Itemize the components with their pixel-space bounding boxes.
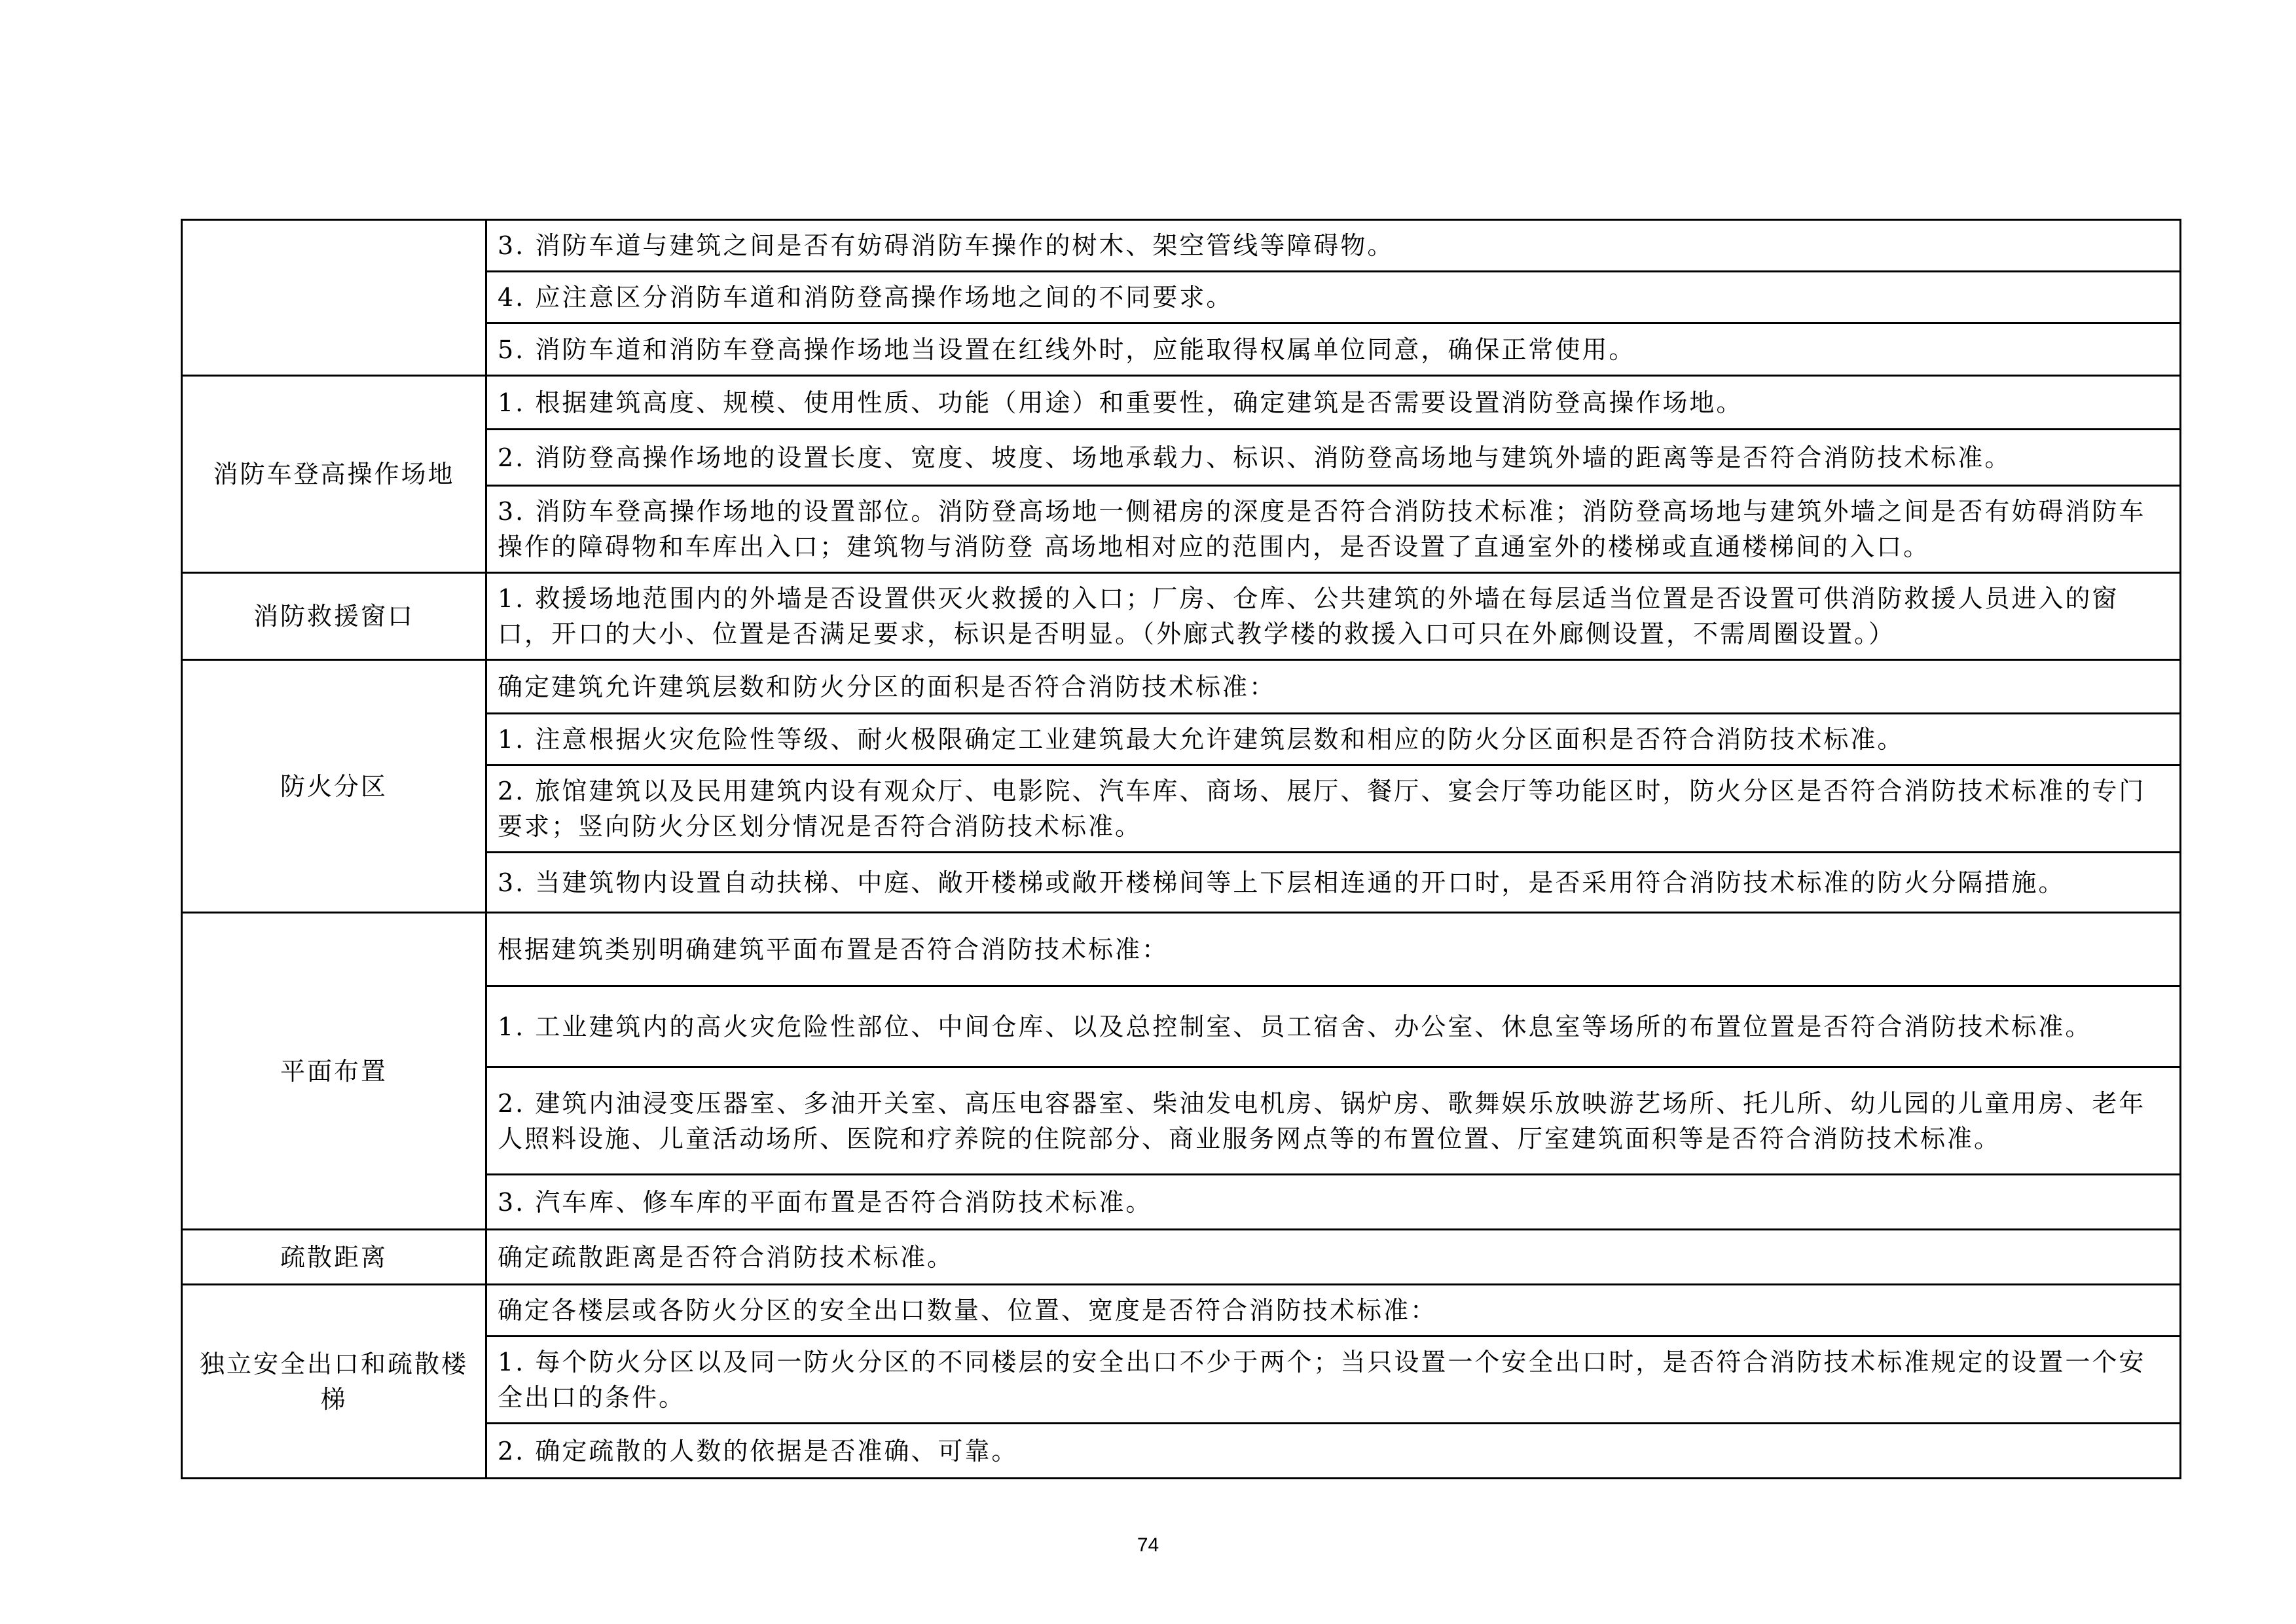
requirement-cell: 确定建筑允许建筑层数和防火分区的面积是否符合消防技术标准： <box>486 660 2181 714</box>
table-row <box>182 660 2181 714</box>
requirement-cell: 1. 救援场地范围内的外墙是否设置供灭火救援的入口；厂房、仓库、公共建筑的外墙在每层适当位置是否设置可供消防救援人员进入的窗口，开口的大小、位置是否满足要求，标识是否明显。（外廊式教学楼的救援入口可只在外廊侧设置，不需周圈设置。） <box>486 573 2181 660</box>
requirement-cell: 确定各楼层或各防火分区的安全出口数量、位置、宽度是否符合消防技术标准： <box>486 1285 2181 1337</box>
requirement-cell: 2. 消防登高操作场地的设置长度、宽度、坡度、场地承载力、标识、消防登高场地与建筑外墙的距离等是否符合消防技术标准。 <box>486 430 2181 486</box>
fire-inspection-table <box>181 219 2181 1479</box>
requirement-cell: 3. 当建筑物内设置自动扶梯、中庭、敞开楼梯或敞开楼梯间等上下层相连通的开口时，是否采用符合消防技术标准的防火分隔措施。 <box>486 853 2181 913</box>
requirement-cell: 确定疏散距离是否符合消防技术标准。 <box>486 1230 2181 1285</box>
requirement-cell: 1. 工业建筑内的高火灾危险性部位、中间仓库、以及总控制室、员工宿舍、办公室、休息室等场所的布置位置是否符合消防技术标准。 <box>486 986 2181 1067</box>
requirement-cell: 1. 每个防火分区以及同一防火分区的不同楼层的安全出口不少于两个；当只设置一个安全出口时，是否符合消防技术标准规定的设置一个安全出口的条件。 <box>486 1337 2181 1424</box>
requirement-cell: 2. 确定疏散的人数的依据是否准确、可靠。 <box>486 1424 2181 1479</box>
category-cell: 平面布置 <box>182 913 486 1230</box>
table-row <box>182 573 2181 660</box>
table-row <box>182 913 2181 986</box>
category-cell <box>182 220 486 376</box>
requirement-cell: 根据建筑类别明确建筑平面布置是否符合消防技术标准： <box>486 913 2181 986</box>
category-cell: 消防救援窗口 <box>182 573 486 660</box>
requirement-cell: 3. 汽车库、修车库的平面布置是否符合消防技术标准。 <box>486 1175 2181 1230</box>
requirement-cell: 1. 注意根据火灾危险性等级、耐火极限确定工业建筑最大允许建筑层数和相应的防火分区面积是否符合消防技术标准。 <box>486 714 2181 766</box>
table-body <box>182 220 2181 1479</box>
category-cell: 消防车登高操作场地 <box>182 376 486 573</box>
page-number: 74 <box>1137 1534 1159 1556</box>
table-row <box>182 1230 2181 1285</box>
category-cell: 独立安全出口和疏散楼梯 <box>182 1285 486 1479</box>
category-cell: 防火分区 <box>182 660 486 913</box>
requirement-cell: 1. 根据建筑高度、规模、使用性质、功能（用途）和重要性，确定建筑是否需要设置消防登高操作场地。 <box>486 376 2181 430</box>
category-cell: 疏散距离 <box>182 1230 486 1285</box>
requirement-cell: 2. 旅馆建筑以及民用建筑内设有观众厅、电影院、汽车库、商场、展厅、餐厅、宴会厅等功能区时，防火分区是否符合消防技术标准的专门要求；竖向防火分区划分情况是否符合消防技术标准。 <box>486 766 2181 853</box>
table-row <box>182 220 2181 272</box>
requirement-cell: 3. 消防车道与建筑之间是否有妨碍消防车操作的树木、架空管线等障碍物。 <box>486 220 2181 272</box>
table-row <box>182 376 2181 430</box>
requirement-cell: 5. 消防车道和消防车登高操作场地当设置在红线外时，应能取得权属单位同意，确保正常使用。 <box>486 323 2181 376</box>
requirement-cell: 2. 建筑内油浸变压器室、多油开关室、高压电容器室、柴油发电机房、锅炉房、歌舞娱乐放映游艺场所、托儿所、幼儿园的儿童用房、老年人照料设施、儿童活动场所、医院和疗养院的住院部分、商业服务网点等的布置位置、厅室建筑面积等是否符合消防技术标准。 <box>486 1067 2181 1175</box>
requirement-cell: 3. 消防车登高操作场地的设置部位。消防登高场地一侧裙房的深度是否符合消防技术标准；消防登高场地与建筑外墙之间是否有妨碍消防车操作的障碍物和车库出入口；建筑物与消防登 高场地相对应的范围内，是否设置了直通室外的楼梯或直通楼梯间的入口。 <box>486 486 2181 573</box>
table-row <box>182 1285 2181 1337</box>
requirement-cell: 4. 应注意区分消防车道和消防登高操作场地之间的不同要求。 <box>486 272 2181 323</box>
